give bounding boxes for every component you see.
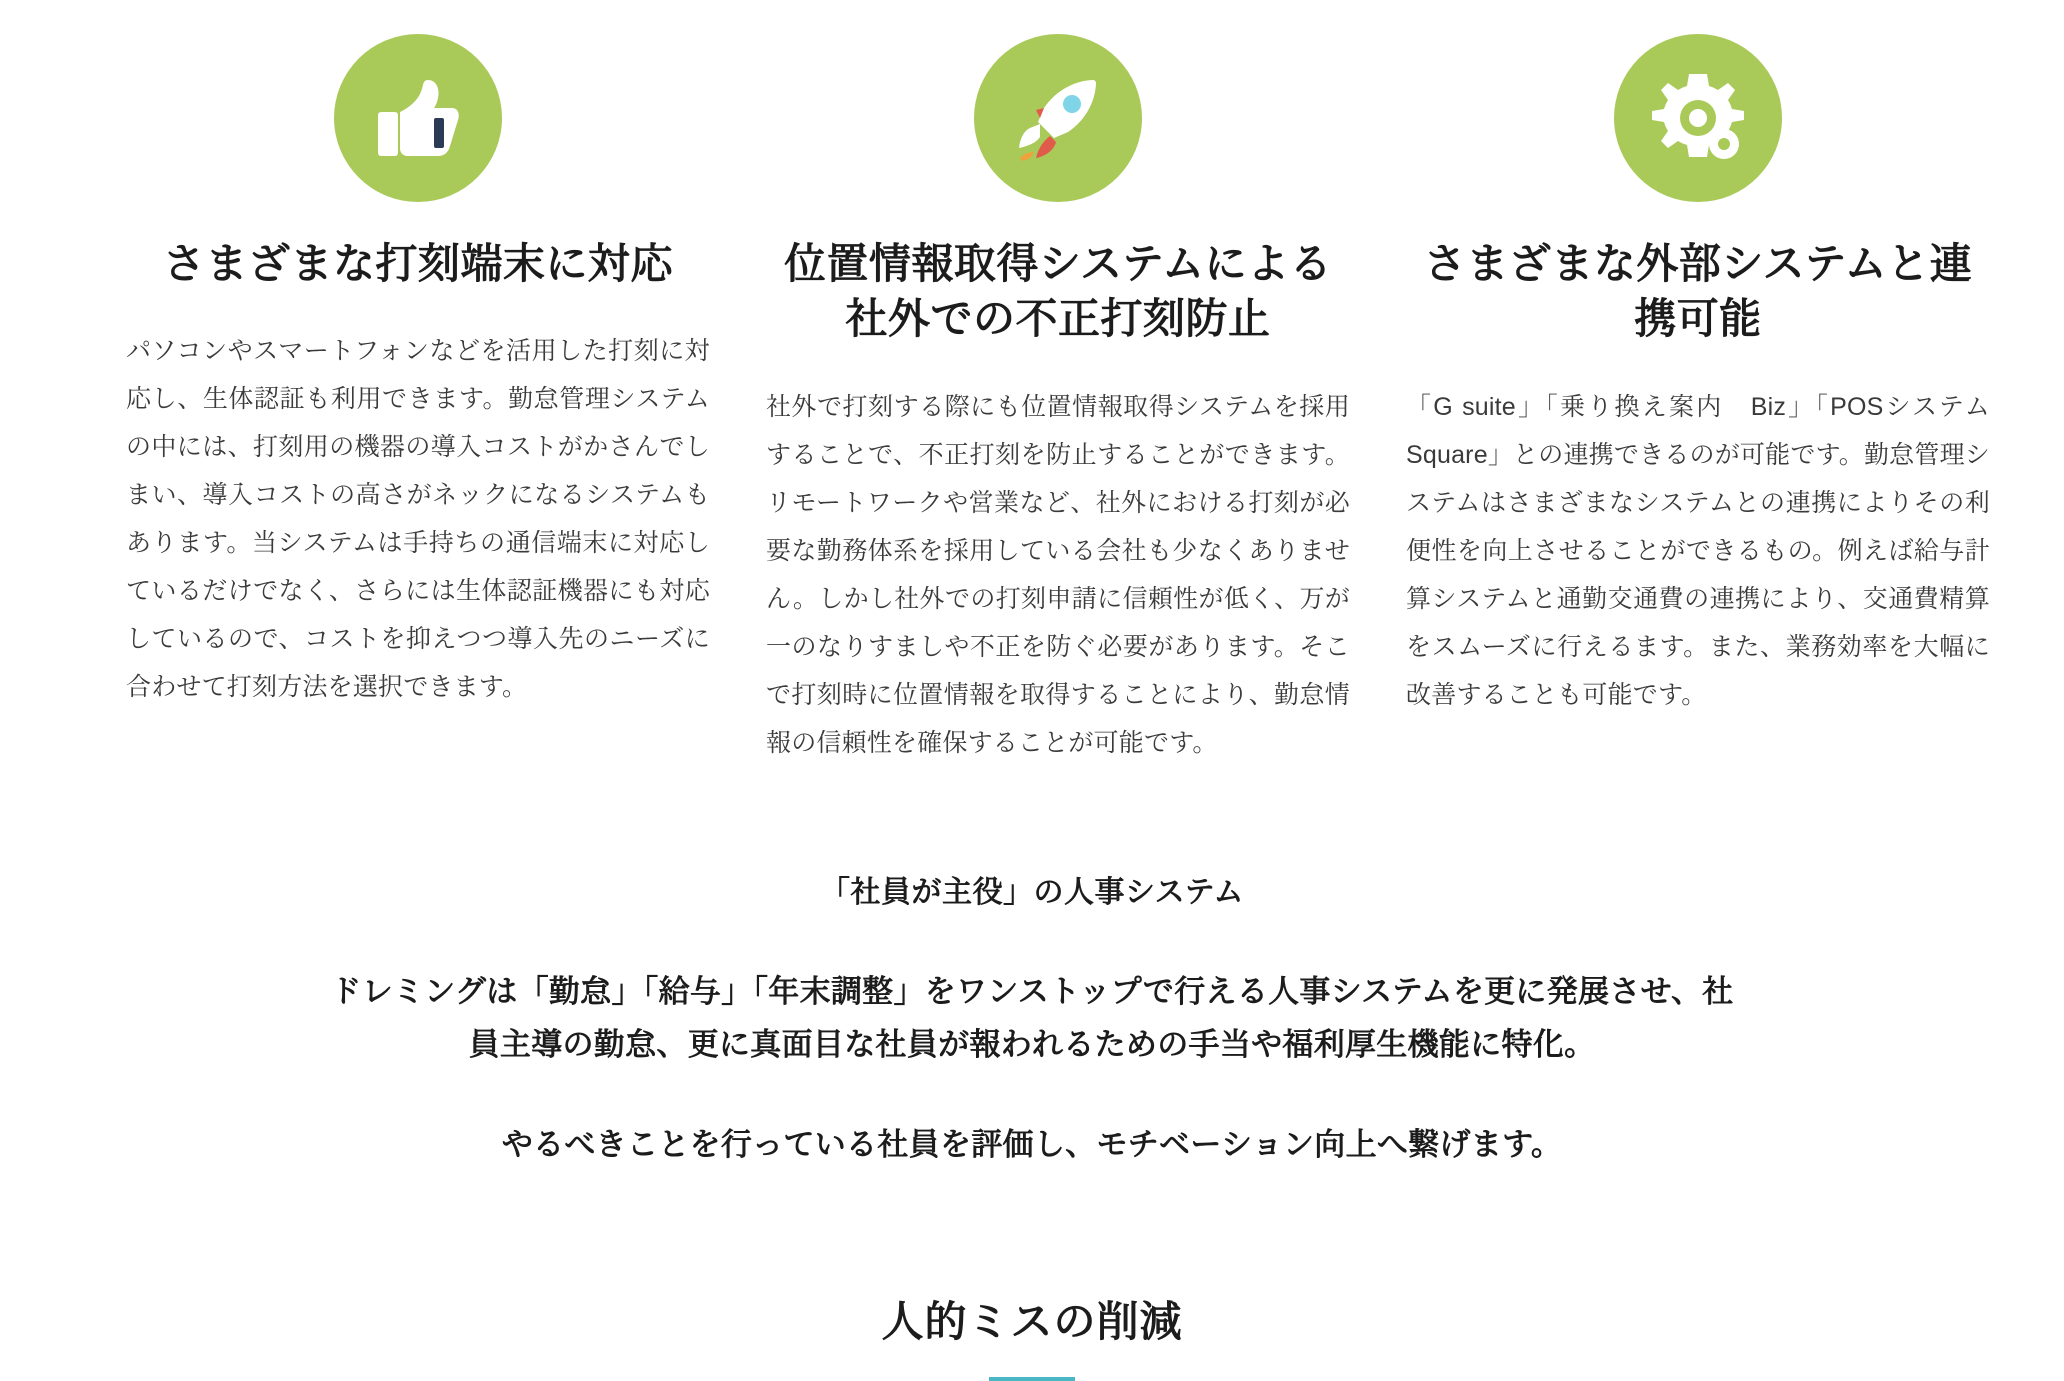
mid-paragraph-2: やるべきことを行っている社員を評価し、モチベーション向上へ繋げます。 xyxy=(501,1126,1563,1162)
mid-heading: 「社員が主役」の人事システム xyxy=(820,875,1244,909)
feature-card-1 xyxy=(118,34,718,711)
feature-body: 「G suite」「乗り換え案内 Biz」「POSシステムSquare」との連携できるのが可能です。勤怠管理システムはさまざまなシステムとの連携によりその利便性を向上させることができるもの。例えば給与計算システムと通勤交通費の連携により、交通費精算をスムーズに行えるます。また、業務効率を大幅に改善することも可能です。 xyxy=(1406,392,1990,709)
feature-title: 位置情報取得システムによる社外での不正打刻防止 xyxy=(783,240,1333,343)
feature-body: 社外で打刻する際にも位置情報取得システムを採用することで、不正打刻を防止することができます。リモートワークや営業など、社外における打刻が必要な勤務体系を採用している会社も少なくありません。しかし社外での打刻申請に信頼性が低く、万が一のなりすましや不正を防ぐ必要があります。そこで打刻時に位置情報を取得することにより、勤怠情報の信頼性を確保することが可能です。 xyxy=(766,392,1350,757)
gear-icon xyxy=(1614,34,1782,202)
mid-section xyxy=(0,867,2064,1171)
feature-body: パソコンやスマートフォンなどを活用した打刻に対応し、生体認証も利用できます。勤怠管理システムの中には、打刻用の機器の導入コストがかさんでしまい、導入コストの高さがネックになるシステムもあります。当システムは手持ちの通信端末に対応しているだけでなく、さらには生体認証機器にも対応しているので、コストを抑えつつ導入先のニーズに合わせて打刻方法を選択できます。 xyxy=(126,337,710,702)
feature-title: さまざまな打刻端末に対応 xyxy=(162,240,673,287)
feature-card-2 xyxy=(758,34,1358,767)
mid-paragraph-1: ドレミングは「勤怠」「給与」「年末調整」をワンストップで行える人事システムを更に発展させ、社員主導の勤怠、更に真面目な社員が報われるための手当や福利厚生機能に特化。 xyxy=(330,973,1734,1063)
feature-title: さまざまな外部システムと連携可能 xyxy=(1423,240,1973,343)
bottom-section xyxy=(0,1289,2064,1381)
thumbs-up-icon xyxy=(334,34,502,202)
page-title: 人的ミスの削減 xyxy=(881,1297,1183,1345)
rocket-icon xyxy=(974,34,1142,202)
feature-card-3 xyxy=(1398,34,1998,719)
title-underline-divider xyxy=(989,1377,1075,1381)
